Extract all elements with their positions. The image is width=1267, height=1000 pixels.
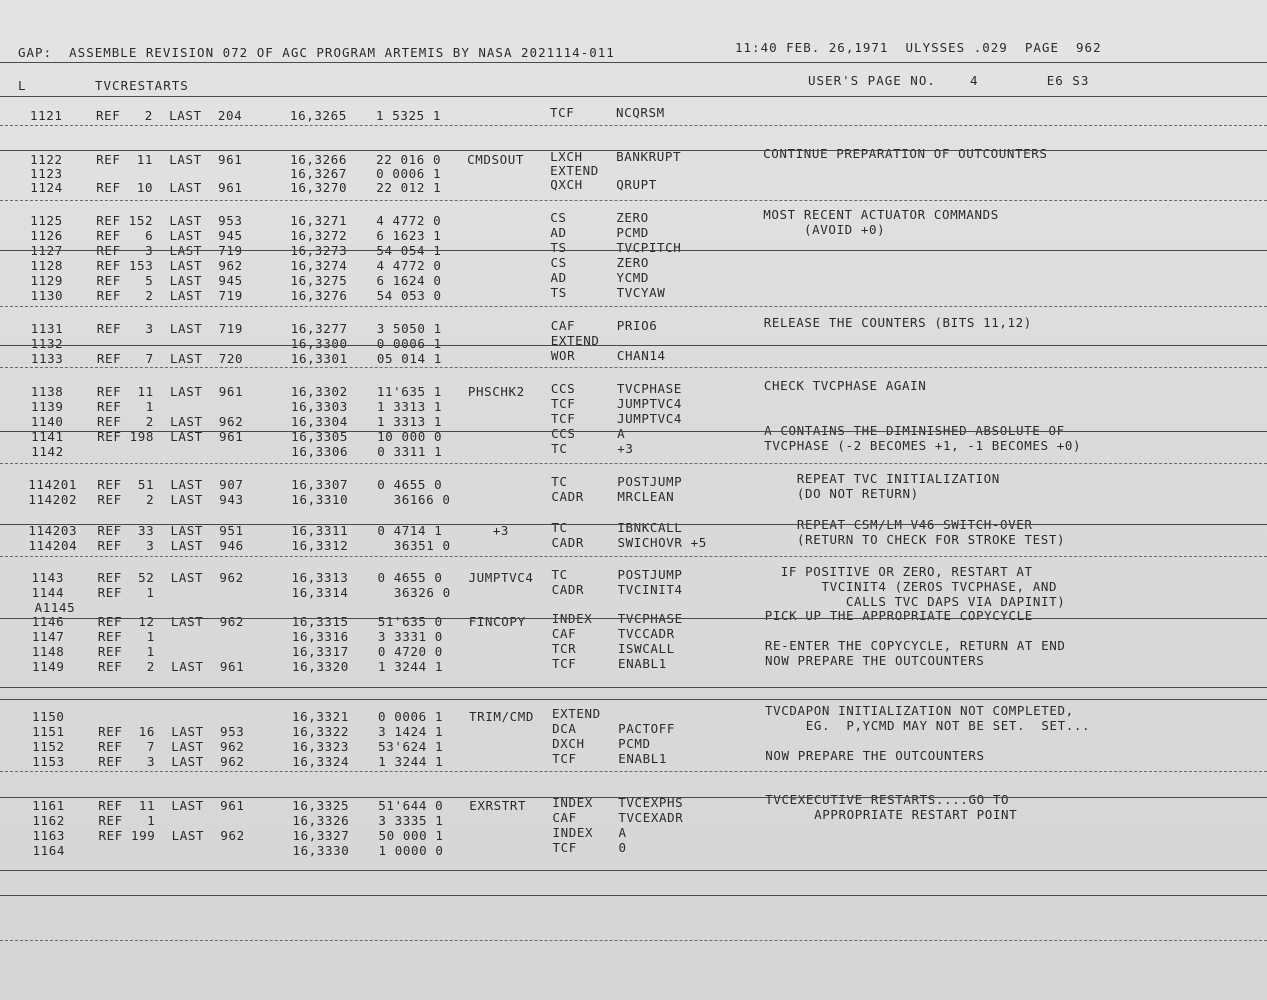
ruled-line <box>0 870 1267 871</box>
row-operand: TVCINIT4 <box>617 582 683 597</box>
row-addr: 16,3311 <box>291 523 349 538</box>
row-operand: CHAN14 <box>616 348 666 363</box>
row-op: TC <box>551 474 568 489</box>
row-code: 22 016 0 <box>376 152 442 167</box>
row-op: CAF <box>552 810 577 825</box>
row-ref: REF 2 LAST 943 <box>97 492 244 507</box>
row-ref: REF 11 LAST 961 <box>98 798 245 813</box>
row-op: EXTEND <box>550 163 599 178</box>
row-line-number: A1145 <box>34 600 76 615</box>
row-addr: 16,3302 <box>290 384 348 399</box>
row-addr: 16,3273 <box>290 243 348 258</box>
row-line-number: 1143 <box>31 570 65 585</box>
row-line-number: 1138 <box>30 384 64 399</box>
row-addr: 16,3304 <box>291 414 348 429</box>
row-addr: 16,3271 <box>290 213 348 228</box>
row-addr: 16,3277 <box>290 321 348 336</box>
row-code: 51'644 0 <box>378 798 444 813</box>
row-comment: REPEAT CSM/LM V46 SWITCH-OVER <box>764 517 1033 532</box>
row-comment: TVCEXECUTIVE RESTARTS....GO TO <box>765 792 1010 807</box>
row-line-number: 1144 <box>31 585 65 600</box>
row-op: DCA <box>552 721 577 736</box>
row-op: TCF <box>552 751 577 766</box>
row-op: QXCH <box>550 177 583 192</box>
row-operand: ENABL1 <box>618 751 667 766</box>
row-code: 51'635 0 <box>377 614 443 629</box>
row-code: 10 000 0 <box>377 429 443 444</box>
row-ref: REF 2 LAST 961 <box>97 659 245 674</box>
row-line-number: 1146 <box>31 614 65 629</box>
ruled-line <box>0 556 1267 557</box>
row-addr: 16,3322 <box>292 724 349 739</box>
row-operand: MRCLEAN <box>617 489 675 504</box>
ruled-line <box>0 367 1267 368</box>
row-operand: POSTJUMP <box>617 567 683 582</box>
row-line-number: 1161 <box>32 798 65 813</box>
row-line-number: 1162 <box>32 813 65 828</box>
row-line-number: 1139 <box>30 399 64 414</box>
row-comment: REPEAT TVC INITIALIZATION <box>764 471 1000 486</box>
row-addr: 16,3305 <box>291 429 348 444</box>
row-addr: 16,3317 <box>291 644 349 659</box>
row-line-number: 1150 <box>32 709 65 724</box>
row-line-number: 1149 <box>31 659 65 674</box>
row-code: 0 0006 1 <box>376 336 442 351</box>
row-operand: PACTOFF <box>618 721 675 736</box>
row-line-number: 1124 <box>30 180 63 195</box>
row-op: CCS <box>551 426 576 441</box>
row-op: TS <box>550 285 567 300</box>
row-code: 3 3331 0 <box>377 629 443 644</box>
row-comment: CALLS TVC DAPS VIA DAPINIT) <box>764 594 1066 609</box>
row-line-number: 1140 <box>31 414 64 429</box>
row-comment: IF POSITIVE OR ZERO, RESTART AT <box>764 564 1033 579</box>
row-operand: ENABL1 <box>617 656 667 671</box>
row-comment: (DO NOT RETURN) <box>764 486 919 501</box>
ruled-line <box>0 200 1267 201</box>
row-line-number: 1153 <box>32 754 65 769</box>
row-code: 36326 0 <box>377 585 451 600</box>
row-comment: TVCPHASE (-2 BECOMES +1, -1 BECOMES +0) <box>764 438 1082 453</box>
row-label: PHSCHK2 <box>467 384 525 399</box>
row-operand: TVCPITCH <box>616 240 682 255</box>
row-operand: JUMPTVC4 <box>617 411 683 426</box>
row-operand: BANKRUPT <box>616 149 682 164</box>
row-line-number: 1127 <box>30 243 63 258</box>
ruled-line <box>0 62 1267 63</box>
row-comment: MOST RECENT ACTUATOR COMMANDS <box>763 207 999 222</box>
row-code: 3 5050 1 <box>376 321 442 336</box>
row-addr: 16,3303 <box>290 399 348 414</box>
row-addr: 16,3330 <box>292 843 350 858</box>
row-ref: REF 5 LAST 945 <box>96 273 243 288</box>
row-label: CMDSOUT <box>467 152 524 167</box>
ruled-line <box>0 306 1267 307</box>
row-operand: SWICHOVR +5 <box>617 535 707 550</box>
row-ref: REF 3 LAST 719 <box>96 321 243 336</box>
row-ref: REF 51 LAST 907 <box>97 477 244 492</box>
row-line-number: 1132 <box>30 336 64 351</box>
row-code: 1 3244 1 <box>378 754 444 769</box>
ruled-line <box>0 940 1267 941</box>
row-ref: REF 1 <box>97 629 155 644</box>
row-code: 1 5325 1 <box>376 108 442 123</box>
row-op: TC <box>551 567 568 582</box>
row-line-number: 1148 <box>31 644 65 659</box>
row-line-number: 1163 <box>32 828 65 843</box>
ruled-line <box>0 895 1267 896</box>
ruled-line <box>0 150 1267 151</box>
row-op: WOR <box>550 348 576 363</box>
row-code: 6 1624 0 <box>376 273 442 288</box>
row-ref: REF 2 LAST 719 <box>96 288 243 303</box>
row-addr: 16,3316 <box>291 629 349 644</box>
row-operand: NCQRSM <box>616 105 665 120</box>
row-op: CS <box>550 210 567 225</box>
row-addr: 16,3324 <box>292 754 350 769</box>
row-addr: 16,3266 <box>290 152 347 167</box>
row-line-number: 1147 <box>31 629 65 644</box>
row-line-number: 1152 <box>32 739 65 754</box>
row-addr: 16,3325 <box>292 798 350 813</box>
row-addr: 16,3312 <box>291 538 349 553</box>
row-code: 36351 0 <box>377 538 451 553</box>
row-code: 3 3335 1 <box>378 813 444 828</box>
row-line-number: 114204 <box>28 538 78 553</box>
row-operand: +3 <box>617 441 634 456</box>
row-code: 22 012 1 <box>376 180 442 195</box>
row-line-number: 1164 <box>32 843 66 858</box>
row-ref: REF 1 <box>98 813 156 828</box>
ruled-line <box>0 771 1267 772</box>
row-op: LXCH <box>550 149 583 164</box>
row-label: TRIM/CMD <box>469 709 535 724</box>
row-line-number: 1142 <box>31 444 64 459</box>
row-op: CAF <box>551 626 577 641</box>
row-code: 0 4655 0 <box>377 570 443 585</box>
row-line-number: 1141 <box>31 429 64 444</box>
ruled-line <box>0 345 1267 346</box>
row-addr: 16,3300 <box>290 336 348 351</box>
row-op: INDEX <box>551 611 593 626</box>
section-title: TVCRESTARTS <box>95 78 189 93</box>
row-addr: 16,3265 <box>290 108 347 123</box>
row-comment: TVCDAPON INITIALIZATION NOT COMPLETED, <box>765 703 1074 718</box>
row-ref: REF 1 <box>97 585 155 600</box>
row-operand: YCMD <box>616 270 650 285</box>
row-code: 0 4720 0 <box>377 644 443 659</box>
row-line-number: 1121 <box>30 108 63 123</box>
row-operand: PRIO6 <box>616 318 658 333</box>
row-op: INDEX <box>552 795 593 810</box>
row-addr: 16,3327 <box>292 828 350 843</box>
row-comment: NOW PREPARE THE OUTCOUNTERS <box>764 653 985 668</box>
row-comment: RELEASE THE COUNTERS (BITS 11,12) <box>763 315 1032 330</box>
row-comment: APPROPRIATE RESTART POINT <box>765 807 1018 822</box>
ruled-line <box>0 524 1267 525</box>
row-op: EXTEND <box>550 333 600 348</box>
row-comment: A CONTAINS THE DIMINISHED ABSOLUTE OF <box>764 423 1065 438</box>
row-comment: CONTINUE PREPARATION OF OUTCOUNTERS <box>763 146 1048 161</box>
row-code: 0 0006 1 <box>378 709 444 724</box>
row-ref: REF 11 LAST 961 <box>96 152 243 167</box>
row-code: 05 014 1 <box>376 351 442 366</box>
header-title: GAP: ASSEMBLE REVISION 072 OF AGC PROGRAM ARTEMIS BY NASA 2021114-011 <box>18 45 615 60</box>
row-addr: 16,3323 <box>292 739 350 754</box>
row-code: 6 1623 1 <box>376 228 442 243</box>
row-code: 50 000 1 <box>378 828 444 843</box>
row-op: CADR <box>551 489 584 504</box>
row-operand: TVCCADR <box>617 626 675 641</box>
row-operand: A <box>618 825 627 840</box>
row-ref: REF 6 LAST 945 <box>96 228 243 243</box>
row-operand: TVCEXADR <box>618 810 684 825</box>
row-addr: 16,3301 <box>290 351 348 366</box>
ruled-line <box>0 618 1267 619</box>
row-ref: REF 2 LAST 962 <box>97 414 244 429</box>
row-operand: POSTJUMP <box>617 474 683 489</box>
row-operand: ZERO <box>616 255 649 270</box>
row-addr: 16,3267 <box>290 166 348 181</box>
row-op: CADR <box>551 535 584 550</box>
row-line-number: 1123 <box>30 166 63 181</box>
row-ref: REF 12 LAST 962 <box>97 614 245 629</box>
row-comment: NOW PREPARE THE OUTCOUNTERS <box>765 748 985 763</box>
row-ref: REF 3 LAST 719 <box>96 243 243 258</box>
row-op: TC <box>551 441 568 456</box>
row-line-number: 1130 <box>30 288 64 303</box>
row-op: TCF <box>551 411 576 426</box>
row-line-number: 1122 <box>30 152 63 167</box>
row-operand: TVCPHASE <box>616 381 682 396</box>
row-addr: 16,3275 <box>290 273 348 288</box>
row-ref: REF 2 LAST 204 <box>96 108 243 123</box>
row-addr: 16,3321 <box>292 709 349 724</box>
row-op: TS <box>550 240 567 255</box>
ruled-line <box>0 797 1267 798</box>
row-label: EXRSTRT <box>469 798 527 813</box>
row-code: 11'635 1 <box>376 384 442 399</box>
row-ref: REF 11 LAST 961 <box>96 384 244 399</box>
row-line-number: 1131 <box>30 321 64 336</box>
row-line-number: 114201 <box>28 477 78 492</box>
row-addr: 16,3272 <box>290 228 348 243</box>
row-addr: 16,3276 <box>290 288 348 303</box>
row-line-number: 1151 <box>32 724 65 739</box>
header-timestamp: 11:40 FEB. 26,1971 ULYSSES .029 PAGE 962 <box>735 40 1102 55</box>
row-operand: TVCEXPHS <box>618 795 684 810</box>
row-addr: 16,3274 <box>290 258 348 273</box>
row-comment: (AVOID +0) <box>763 222 886 237</box>
row-op: TCR <box>551 641 577 656</box>
row-ref: REF 7 LAST 962 <box>98 739 245 754</box>
row-code: 54 054 1 <box>376 243 442 258</box>
row-code: 1 3313 1 <box>377 414 443 429</box>
row-line-number: 1128 <box>30 258 63 273</box>
row-label: +3 <box>468 523 510 538</box>
row-operand: ZERO <box>616 210 649 225</box>
row-comment: RE-ENTER THE COPYCYCLE, RETURN AT END <box>764 638 1066 653</box>
row-label: JUMPTVC4 <box>468 570 534 585</box>
row-line-number: 1125 <box>30 213 63 228</box>
ruled-line <box>0 463 1267 464</box>
row-code: 36166 0 <box>377 492 451 507</box>
row-operand: PCMD <box>618 736 651 751</box>
row-ref: REF 3 LAST 946 <box>97 538 244 553</box>
row-code: 4 4772 0 <box>376 258 442 273</box>
row-ref: REF 152 LAST 953 <box>96 213 243 228</box>
row-ref: REF 10 LAST 961 <box>96 180 243 195</box>
row-operand: QRUPT <box>616 177 657 192</box>
row-code: 0 3311 1 <box>377 444 443 459</box>
row-code: 1 0000 0 <box>378 843 444 858</box>
row-operand: TVCYAW <box>616 285 666 300</box>
row-label: FINCOPY <box>468 614 526 629</box>
row-op: TCF <box>552 840 577 855</box>
ruled-line <box>0 431 1267 432</box>
row-op: CAF <box>550 318 576 333</box>
row-ref: REF 52 LAST 962 <box>97 570 244 585</box>
row-addr: 16,3315 <box>291 614 349 629</box>
row-comment: (RETURN TO CHECK FOR STROKE TEST) <box>764 532 1066 547</box>
row-operand: IBNKCALL <box>617 520 683 535</box>
row-operand: 0 <box>618 840 627 855</box>
row-addr: 16,3310 <box>291 492 349 507</box>
row-ref: REF 1 <box>97 644 155 659</box>
row-ref: REF 3 LAST 962 <box>98 754 245 769</box>
row-ref: REF 198 LAST 961 <box>97 429 244 444</box>
row-line-number: 114203 <box>28 523 78 538</box>
row-op: TC <box>551 520 568 535</box>
row-line-number: 1133 <box>30 351 64 366</box>
row-ref: REF 16 LAST 953 <box>98 724 245 739</box>
row-op: INDEX <box>552 825 594 840</box>
row-code: 53'624 1 <box>378 739 444 754</box>
row-addr: 16,3307 <box>291 477 349 492</box>
row-line-number: 1129 <box>30 273 64 288</box>
row-addr: 16,3326 <box>292 813 350 828</box>
page-letter: L <box>18 78 27 93</box>
row-ref: REF 7 LAST 720 <box>96 351 244 366</box>
row-operand: TVCPHASE <box>617 611 683 626</box>
row-ref: REF 1 <box>96 399 154 414</box>
row-line-number: 1126 <box>30 228 63 243</box>
row-op: DXCH <box>552 736 585 751</box>
ruled-line <box>0 125 1267 126</box>
row-code: 54 053 0 <box>376 288 442 303</box>
row-operand: ISWCALL <box>617 641 675 656</box>
row-comment: CHECK TVCPHASE AGAIN <box>763 378 927 393</box>
row-addr: 16,3314 <box>291 585 349 600</box>
row-op: EXTEND <box>552 706 601 721</box>
row-ref: REF 199 LAST 962 <box>98 828 245 843</box>
row-op: AD <box>550 225 567 240</box>
row-code: 0 4655 0 <box>377 477 443 492</box>
row-addr: 16,3270 <box>290 180 348 195</box>
row-op: TCF <box>550 105 575 120</box>
ruled-line <box>0 699 1267 700</box>
row-op: CS <box>550 255 567 270</box>
ruled-line <box>0 250 1267 251</box>
row-comment: TVCINIT4 (ZEROS TVCPHASE, AND <box>764 579 1058 594</box>
row-addr: 16,3306 <box>291 444 349 459</box>
row-operand: JUMPTVC4 <box>616 396 682 411</box>
row-op: AD <box>550 270 567 285</box>
row-line-number: 114202 <box>28 492 78 507</box>
row-op: TCF <box>551 656 577 671</box>
ruled-line <box>0 687 1267 688</box>
row-code: 4 4772 0 <box>376 213 442 228</box>
row-op: CCS <box>550 381 576 396</box>
row-comment: EG. P,YCMD MAY NOT BE SET. SET... <box>765 718 1091 733</box>
row-ref: REF 153 LAST 962 <box>96 258 243 273</box>
row-code: 0 0006 1 <box>376 166 442 181</box>
row-op: TCF <box>550 396 576 411</box>
row-code: 1 3244 1 <box>377 659 443 674</box>
row-addr: 16,3320 <box>291 659 349 674</box>
row-code: 0 4714 1 <box>377 523 443 538</box>
row-comment: PICK UP THE APPROPRIATE COPYCYCLE <box>764 608 1033 623</box>
user-page-number: USER'S PAGE NO. 4 E6 S3 <box>808 73 1090 88</box>
row-operand: PCMD <box>616 225 649 240</box>
ruled-line <box>0 96 1267 97</box>
row-op: CADR <box>551 582 585 597</box>
row-operand: A <box>617 426 626 441</box>
row-code: 3 1424 1 <box>378 724 444 739</box>
row-addr: 16,3313 <box>291 570 349 585</box>
row-ref: REF 33 LAST 951 <box>97 523 244 538</box>
row-code: 1 3313 1 <box>376 399 442 414</box>
